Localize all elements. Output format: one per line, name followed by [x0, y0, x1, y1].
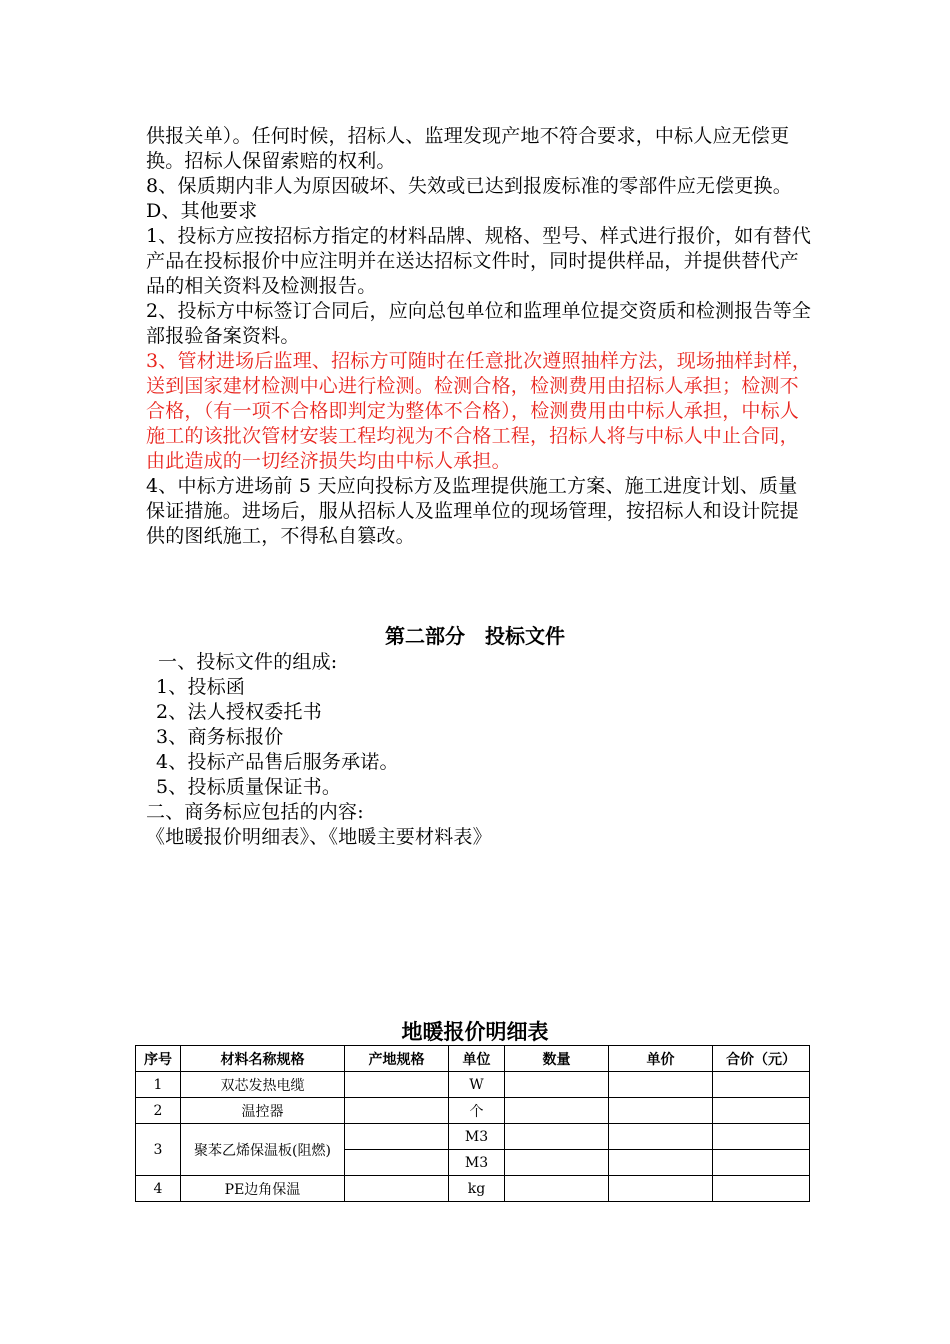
- cell-name: 聚苯乙烯保温板(阻燃): [181, 1124, 345, 1176]
- table-row: [136, 1124, 810, 1150]
- cell-origin: [345, 1150, 449, 1176]
- cell-price: [609, 1098, 713, 1124]
- toc-forms: 《地暖报价明细表》、《地暖主要材料表》: [146, 826, 492, 848]
- toc-item: 5、投标质量保证书。: [156, 776, 342, 798]
- cell-origin: [345, 1176, 449, 1202]
- cell-unit: kg: [449, 1176, 505, 1202]
- cell-price: [609, 1150, 713, 1176]
- cell-no: 1: [136, 1072, 181, 1098]
- header-cell: 序号: [136, 1046, 181, 1072]
- table-row: [136, 1072, 810, 1098]
- cell-name: 双芯发热电缆: [181, 1072, 345, 1098]
- cell-origin: [345, 1072, 449, 1098]
- header-cell: 材料名称规格: [181, 1046, 345, 1072]
- toc-heading-1: 一、投标文件的组成:: [158, 651, 338, 673]
- cell-no: 2: [136, 1098, 181, 1124]
- cell-total: [713, 1098, 810, 1124]
- paragraph-1: 供报关单）。任何时候，招标人、监理发现产地不符合要求，中标人应无偿更换。招标人保留索赔的权利。: [146, 125, 790, 172]
- cell-unit: W: [449, 1072, 505, 1098]
- cell-qty: [505, 1072, 609, 1098]
- cell-unit: 个: [449, 1098, 505, 1124]
- paragraph-6-highlighted: 3、管材进场后监理、招标方可随时在任意批次遵照抽样方法，现场抽样封样，送到国家建材检测中心进行检测。检测合格，检测费用由招标人承担；检测不合格，（有一项不合格即判定为整体不合格），检测费用由中标人承担，中标人施工的该批次管材安装工程均视为不合格工程，招标人将与中标人中止合同，由此造成的一切经济损失均由中标人承担。: [146, 350, 812, 472]
- paragraph-7: 4、中标方进场前 5 天应向投标方及监理提供施工方案、施工进度计划、质量保证措施。进场后，服从招标人及监理单位的现场管理，按招标人和设计院提供的图纸施工，不得私自篡改。: [146, 475, 799, 547]
- toc-item: 2、法人授权委托书: [156, 701, 322, 723]
- table-header-row: [136, 1046, 810, 1072]
- header-cell: 单位: [449, 1046, 505, 1072]
- bid-contents-list: [146, 650, 816, 850]
- cell-qty: [505, 1150, 609, 1176]
- quote-table: [135, 1045, 810, 1202]
- cell-unit: M3: [449, 1124, 505, 1150]
- header-cell: 单价: [609, 1046, 713, 1072]
- cell-name: 温控器: [181, 1098, 345, 1124]
- header-cell: 数量: [505, 1046, 609, 1072]
- cell-qty: [505, 1124, 609, 1150]
- cell-origin: [345, 1098, 449, 1124]
- cell-price: [609, 1072, 713, 1098]
- cell-total: [713, 1176, 810, 1202]
- cell-origin: [345, 1124, 449, 1150]
- toc-item: 1、投标函: [156, 676, 246, 698]
- header-cell: 产地规格: [345, 1046, 449, 1072]
- cell-qty: [505, 1176, 609, 1202]
- cell-qty: [505, 1098, 609, 1124]
- cell-total: [713, 1124, 810, 1150]
- cell-name: PE边角保温: [181, 1176, 345, 1202]
- cell-total: [713, 1072, 810, 1098]
- body-text: [146, 124, 816, 549]
- paragraph-5: 2、投标方中标签订合同后，应向总包单位和监理单位提交资质和检测报告等全部报验备案资料。: [146, 300, 812, 347]
- cell-total: [713, 1150, 810, 1176]
- cell-price: [609, 1176, 713, 1202]
- cell-no: 4: [136, 1176, 181, 1202]
- paragraph-4: 1、投标方应按招标方指定的材料品牌、规格、型号、样式进行报价，如有替代产品在投标报价中应注明并在送达招标文件时，同时提供样品，并提供替代产品的相关资料及检测报告。: [146, 225, 812, 297]
- table-row: [136, 1176, 810, 1202]
- toc-heading-2: 二、商务标应包括的内容:: [146, 801, 364, 823]
- toc-item: 3、商务标报价: [156, 726, 284, 748]
- header-cell: 合价（元）: [713, 1046, 810, 1072]
- paragraph-3: D、其他要求: [146, 200, 258, 222]
- cell-price: [609, 1124, 713, 1150]
- table-title: 地暖报价明细表: [401, 1019, 549, 1044]
- toc-item: 4、投标产品售后服务承诺。: [156, 751, 399, 773]
- section-title: 第二部分 投标文件: [385, 624, 565, 648]
- cell-no: 3: [136, 1124, 181, 1176]
- paragraph-2: 8、保质期内非人为原因破坏、失效或已达到报废标准的零部件应无偿更换。: [146, 175, 792, 197]
- table-row: [136, 1098, 810, 1124]
- cell-unit: M3: [449, 1150, 505, 1176]
